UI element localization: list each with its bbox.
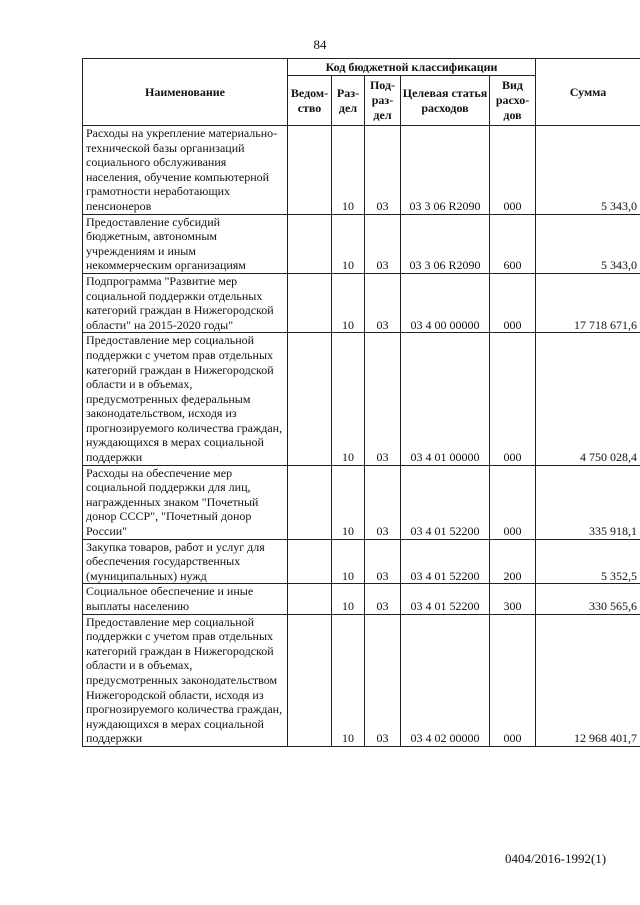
cell-name: Социальное обеспечение и иные выплаты населению	[83, 584, 288, 614]
page-number: 84	[313, 37, 327, 52]
cell-section: 10	[332, 214, 365, 273]
cell-subsection: 03	[365, 126, 401, 215]
cell-department	[288, 273, 332, 332]
cell-target: 03 4 00 00000	[401, 273, 490, 332]
cell-subsection: 03	[365, 214, 401, 273]
table-row	[83, 614, 640, 746]
cell-expense-type: 000	[490, 465, 536, 539]
cell-target: 03 4 02 00000	[401, 614, 490, 746]
cell-section: 10	[332, 273, 365, 332]
document-code: 0404/2016-1992(1)	[505, 851, 607, 866]
cell-expense-type: 000	[490, 333, 536, 465]
cell-amount: 17 718 671,6	[536, 273, 640, 332]
header-name: Наименование	[83, 59, 288, 126]
cell-amount: 4 750 028,4	[536, 333, 640, 465]
cell-department	[288, 584, 332, 614]
cell-name: Предоставление мер социальной поддержки с учетом прав отдельных категорий граждан в Нижегородской области и в объемах, предусмотренных федеральным законодательством, исходя из прогнозируемого количества граждан, нуждающихся в мерах социальной поддержки	[83, 333, 288, 465]
cell-department	[288, 333, 332, 465]
cell-department	[288, 614, 332, 746]
cell-expense-type: 000	[490, 126, 536, 215]
table-body	[83, 126, 640, 747]
header-subsection: Под-раз-дел	[365, 76, 401, 126]
cell-department	[288, 539, 332, 584]
cell-section: 10	[332, 333, 365, 465]
cell-expense-type: 000	[490, 614, 536, 746]
cell-department	[288, 465, 332, 539]
table-header	[83, 59, 640, 126]
header-department: Ведом-ство	[288, 76, 332, 126]
cell-name: Предоставление мер социальной поддержки с учетом прав отдельных категорий граждан в Нижегородской области и в объемах, предусмотренных законодательством Нижегородской области, исходя из прогнозируемого количества граждан, нуждающихся в мерах социальной поддержки	[83, 614, 288, 746]
cell-department	[288, 126, 332, 215]
table-row	[83, 273, 640, 332]
cell-target: 03 4 01 52200	[401, 584, 490, 614]
budget-table	[82, 58, 640, 747]
header-classification-code: Код бюджетной классификации	[288, 59, 536, 76]
cell-amount: 5 343,0	[536, 126, 640, 215]
table-row	[83, 333, 640, 465]
header-target-item: Целевая статья расходов	[401, 76, 490, 126]
table-row	[83, 214, 640, 273]
header-expense-type: Вид расхо-дов	[490, 76, 536, 126]
cell-expense-type: 200	[490, 539, 536, 584]
cell-target: 03 4 01 00000	[401, 333, 490, 465]
cell-target: 03 3 06 R2090	[401, 214, 490, 273]
cell-target: 03 3 06 R2090	[401, 126, 490, 215]
table-row	[83, 465, 640, 539]
cell-subsection: 03	[365, 539, 401, 584]
cell-section: 10	[332, 465, 365, 539]
cell-subsection: 03	[365, 584, 401, 614]
cell-section: 10	[332, 614, 365, 746]
cell-section: 10	[332, 539, 365, 584]
cell-expense-type: 000	[490, 273, 536, 332]
cell-name: Предоставление субсидий бюджетным, автономным учреждениям и иным некоммерческим организациям	[83, 214, 288, 273]
table-row	[83, 126, 640, 215]
cell-expense-type: 300	[490, 584, 536, 614]
header-section: Раз-дел	[332, 76, 365, 126]
cell-subsection: 03	[365, 465, 401, 539]
cell-name: Закупка товаров, работ и услуг для обеспечения государственных (муниципальных) нужд	[83, 539, 288, 584]
cell-subsection: 03	[365, 614, 401, 746]
cell-section: 10	[332, 126, 365, 215]
cell-target: 03 4 01 52200	[401, 539, 490, 584]
cell-department	[288, 214, 332, 273]
cell-name: Расходы на укрепление материально-технической базы организаций социального обслуживания населения, обучение компьютерной грамотности неработающих пенсионеров	[83, 126, 288, 215]
cell-amount: 12 968 401,7	[536, 614, 640, 746]
cell-subsection: 03	[365, 273, 401, 332]
cell-target: 03 4 01 52200	[401, 465, 490, 539]
cell-amount: 5 343,0	[536, 214, 640, 273]
table-row	[83, 584, 640, 614]
cell-subsection: 03	[365, 333, 401, 465]
cell-name: Расходы на обеспечение мер социальной поддержки для лиц, награжденных знаком "Почетный донор СССР", "Почетный донор России"	[83, 465, 288, 539]
cell-amount: 335 918,1	[536, 465, 640, 539]
cell-name: Подпрограмма "Развитие мер социальной поддержки отдельных категорий граждан в Нижегородской области" на 2015-2020 годы"	[83, 273, 288, 332]
cell-expense-type: 600	[490, 214, 536, 273]
table-row	[83, 539, 640, 584]
cell-section: 10	[332, 584, 365, 614]
cell-amount: 5 352,5	[536, 539, 640, 584]
cell-amount: 330 565,6	[536, 584, 640, 614]
header-amount: Сумма	[536, 59, 640, 126]
